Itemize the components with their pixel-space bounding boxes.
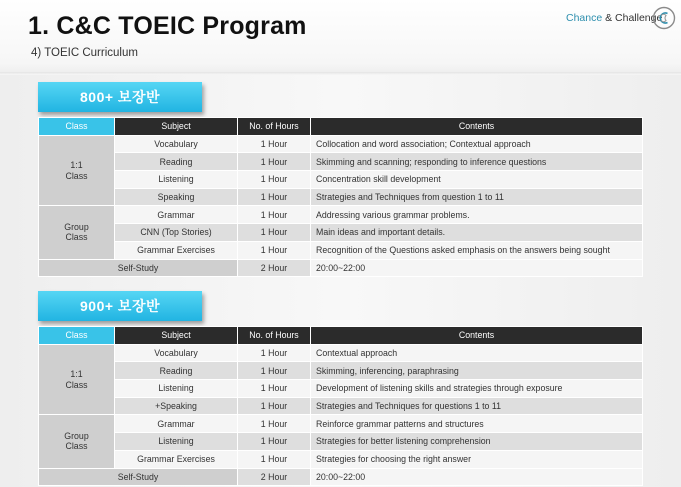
- subject-cell: +Speaking: [115, 397, 238, 415]
- contents-cell: Strategies for better listening comprehension: [311, 433, 643, 451]
- curriculum-table-900: [38, 326, 643, 486]
- subject-cell: Speaking: [115, 188, 238, 206]
- contents-cell: 20:00~22:00: [311, 468, 643, 486]
- subject-cell: Reading: [115, 362, 238, 380]
- table-header-row: [39, 327, 643, 345]
- hours-cell: 1 Hour: [238, 433, 311, 451]
- contents-cell: Main ideas and important details.: [311, 224, 643, 242]
- col-header-subject: Subject: [115, 327, 238, 345]
- hours-cell: 1 Hour: [238, 344, 311, 362]
- contents-cell: Strategies for choosing the right answer: [311, 450, 643, 468]
- group-label-group-class: Group Class: [39, 206, 115, 259]
- table-row: [39, 135, 643, 153]
- table-row: [39, 433, 643, 451]
- brand-name-part2: & Challenge: [602, 12, 663, 24]
- col-header-class: Class: [39, 327, 115, 345]
- hours-cell: 1 Hour: [238, 135, 311, 153]
- subject-cell: Vocabulary: [115, 344, 238, 362]
- table-row: [39, 241, 643, 259]
- table-row: [39, 380, 643, 398]
- contents-cell: Skimming and scanning; responding to inference questions: [311, 153, 643, 171]
- self-study-label: Self-Study: [39, 468, 238, 486]
- table-row: [39, 450, 643, 468]
- contents-cell: Strategies and Techniques from question 1 to 11: [311, 188, 643, 206]
- contents-cell: Strategies and Techniques for questions 1 to 11: [311, 397, 643, 415]
- table-row: [39, 224, 643, 242]
- subject-cell: Grammar Exercises: [115, 241, 238, 259]
- subject-cell: Vocabulary: [115, 135, 238, 153]
- table-row: [39, 206, 643, 224]
- col-header-subject: Subject: [115, 118, 238, 136]
- subject-cell: Grammar Exercises: [115, 450, 238, 468]
- table-row: [39, 397, 643, 415]
- col-header-class: Class: [39, 118, 115, 136]
- contents-cell: Recognition of the Questions asked emphasis on the answers being sought: [311, 241, 643, 259]
- contents-cell: Development of listening skills and strategies through exposure: [311, 380, 643, 398]
- contents-cell: Concentration skill development: [311, 171, 643, 189]
- page-header: [0, 0, 681, 75]
- col-header-contents: Contents: [311, 118, 643, 136]
- col-header-hours: No. of Hours: [238, 327, 311, 345]
- table-row: [39, 188, 643, 206]
- hours-cell: 2 Hour: [238, 259, 311, 277]
- table-row: [39, 344, 643, 362]
- page-subtitle: 4) TOEIC Curriculum: [31, 47, 138, 59]
- contents-cell: 20:00~22:00: [311, 259, 643, 277]
- hours-cell: 1 Hour: [238, 241, 311, 259]
- hours-cell: 1 Hour: [238, 153, 311, 171]
- contents-cell: Addressing various grammar problems.: [311, 206, 643, 224]
- hours-cell: 1 Hour: [238, 380, 311, 398]
- table-row: [39, 171, 643, 189]
- hours-cell: 1 Hour: [238, 188, 311, 206]
- brand-logo-icon: [652, 6, 676, 30]
- contents-cell: Collocation and word association; Contextual approach: [311, 135, 643, 153]
- subject-cell: Reading: [115, 153, 238, 171]
- subject-cell: Grammar: [115, 415, 238, 433]
- self-study-row: [39, 468, 643, 486]
- contents-cell: Contextual approach: [311, 344, 643, 362]
- hours-cell: 1 Hour: [238, 450, 311, 468]
- group-label-one-on-one: 1:1 Class: [39, 344, 115, 415]
- table-row: [39, 415, 643, 433]
- hours-cell: 2 Hour: [238, 468, 311, 486]
- self-study-label: Self-Study: [39, 259, 238, 277]
- group-label-one-on-one: 1:1 Class: [39, 135, 115, 206]
- hours-cell: 1 Hour: [238, 206, 311, 224]
- contents-cell: Reinforce grammar patterns and structures: [311, 415, 643, 433]
- hours-cell: 1 Hour: [238, 415, 311, 433]
- page-title: 1. C&C TOEIC Program: [28, 12, 307, 40]
- brand-name: [566, 12, 662, 24]
- table-header-row: [39, 118, 643, 136]
- table-row: [39, 362, 643, 380]
- hours-cell: 1 Hour: [238, 224, 311, 242]
- contents-cell: Skimming, inferencing, paraphrasing: [311, 362, 643, 380]
- table-row: [39, 153, 643, 171]
- curriculum-table-800: [38, 117, 643, 277]
- brand-name-part1: Chance: [566, 12, 603, 24]
- col-header-hours: No. of Hours: [238, 118, 311, 136]
- self-study-row: [39, 259, 643, 277]
- hours-cell: 1 Hour: [238, 397, 311, 415]
- subject-cell: Grammar: [115, 206, 238, 224]
- subject-cell: CNN (Top Stories): [115, 224, 238, 242]
- col-header-contents: Contents: [311, 327, 643, 345]
- hours-cell: 1 Hour: [238, 362, 311, 380]
- badge-800-course: 800+ 보장반: [38, 82, 202, 112]
- badge-900-course: 900+ 보장반: [38, 291, 202, 321]
- subject-cell: Listening: [115, 433, 238, 451]
- group-label-group-class: Group Class: [39, 415, 115, 468]
- subject-cell: Listening: [115, 380, 238, 398]
- hours-cell: 1 Hour: [238, 171, 311, 189]
- subject-cell: Listening: [115, 171, 238, 189]
